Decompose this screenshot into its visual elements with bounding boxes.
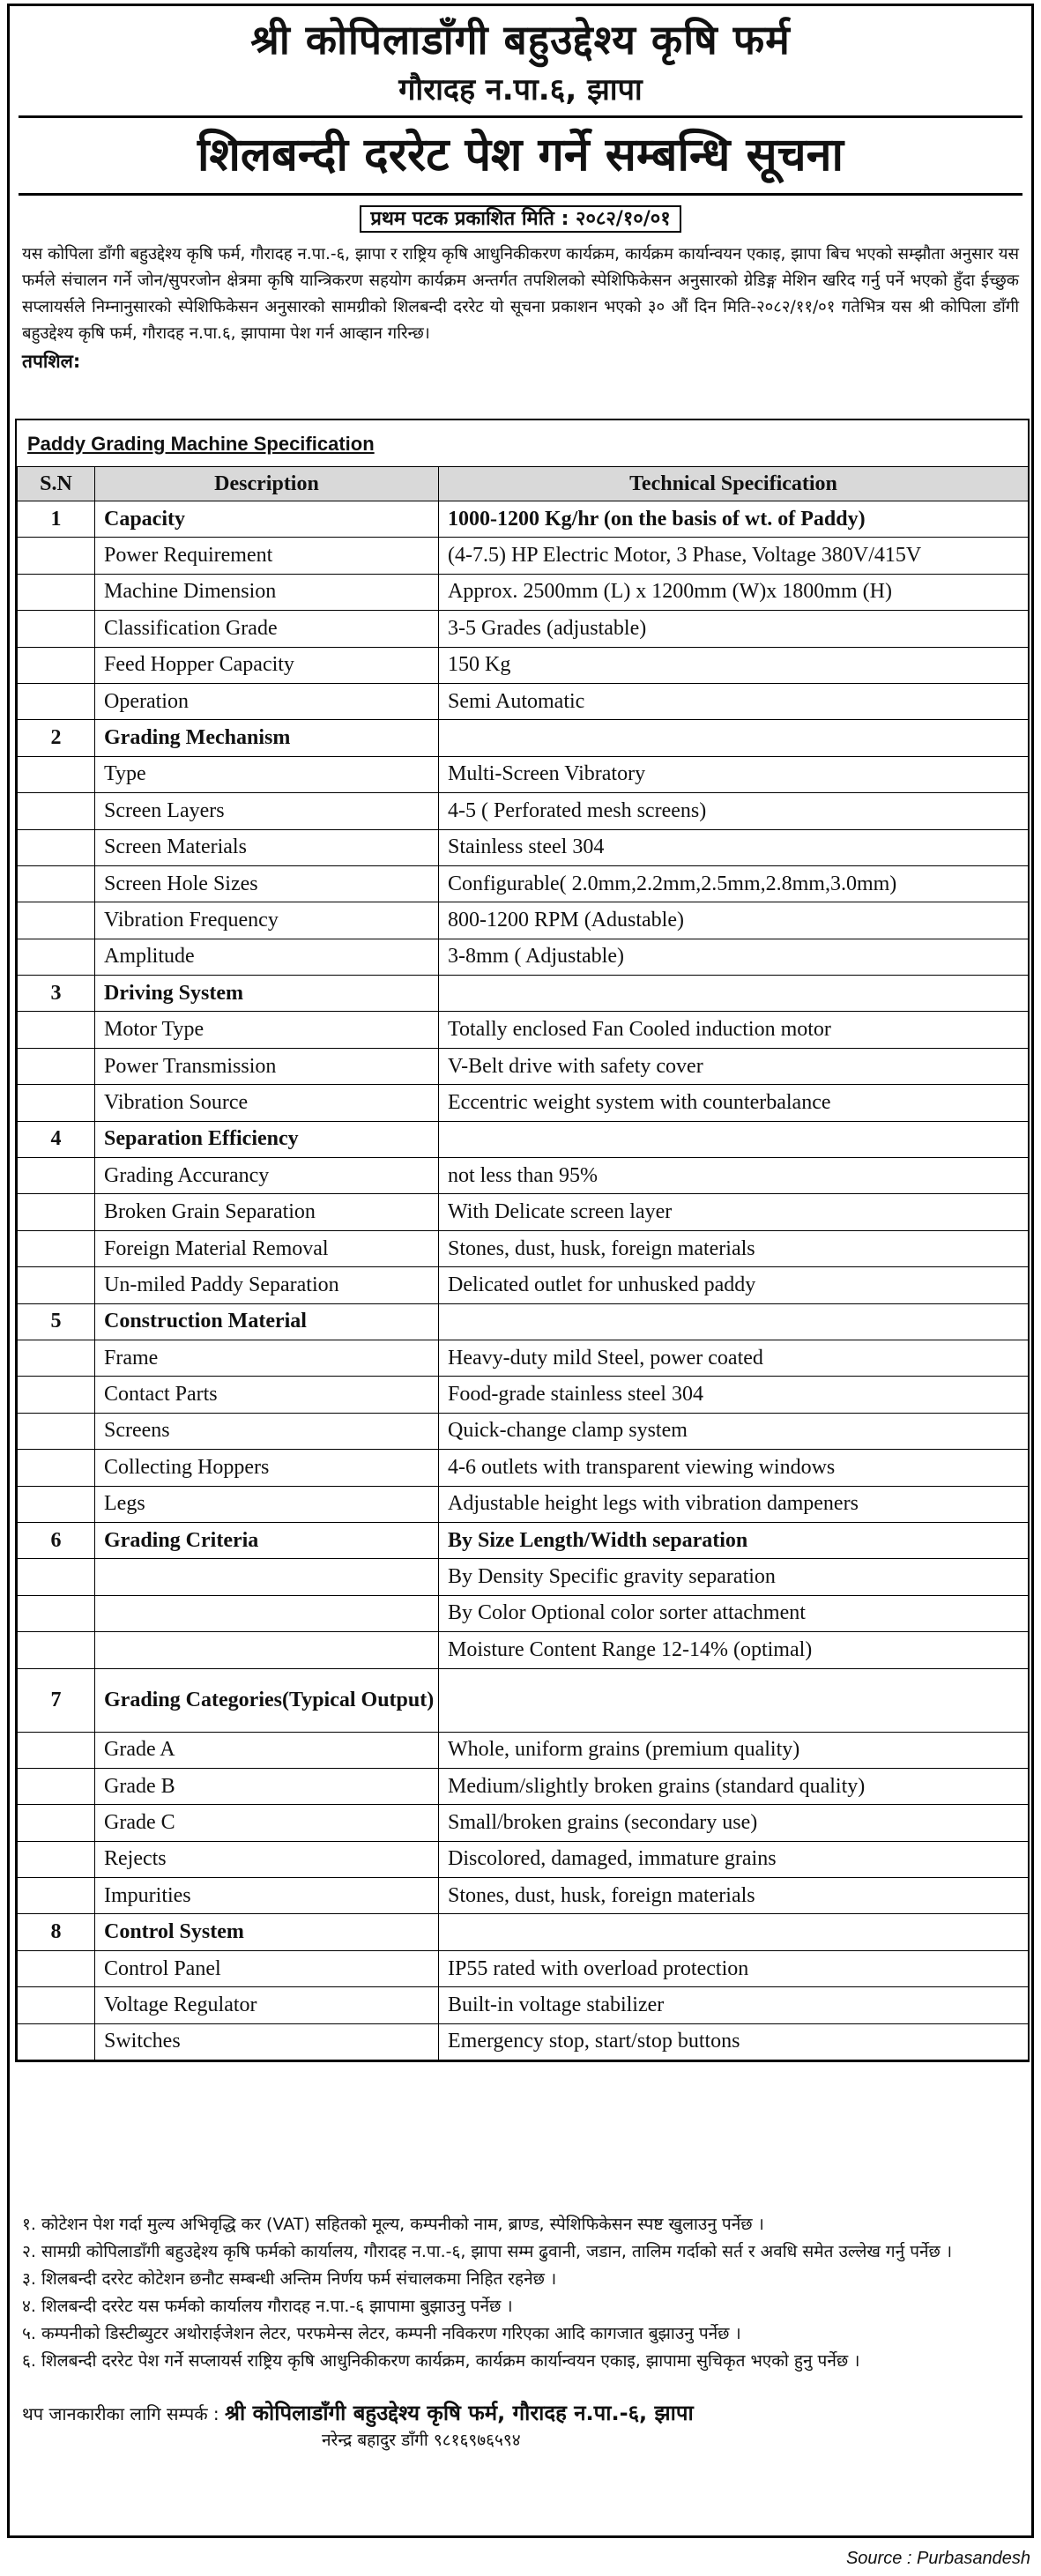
sn-cell: 3 bbox=[18, 976, 95, 1012]
table-row bbox=[18, 611, 1029, 647]
spec-cell: Stones, dust, husk, foreign materials bbox=[439, 1878, 1029, 1914]
description-cell bbox=[95, 1595, 439, 1631]
sn-cell bbox=[18, 1805, 95, 1841]
description-cell: Amplitude bbox=[95, 939, 439, 975]
table-row bbox=[18, 538, 1029, 574]
spec-cell: 800-1200 RPM (Adustable) bbox=[439, 902, 1029, 939]
sn-cell: 7 bbox=[18, 1668, 95, 1732]
description-cell: Power Requirement bbox=[95, 538, 439, 574]
spec-cell bbox=[439, 1121, 1029, 1157]
description-cell: Grading Accurancy bbox=[95, 1158, 439, 1194]
table-row bbox=[18, 1768, 1029, 1804]
table-row bbox=[18, 756, 1029, 792]
table-category-row bbox=[18, 1121, 1029, 1157]
spec-cell bbox=[439, 720, 1029, 756]
description-cell: Contact Parts bbox=[95, 1377, 439, 1413]
source-credit: Source : Purbasandesh bbox=[845, 2549, 1030, 2568]
description-cell bbox=[95, 1632, 439, 1668]
description-cell: Screen Hole Sizes bbox=[95, 865, 439, 902]
table-row bbox=[18, 1085, 1029, 1121]
description-cell: Control Panel bbox=[95, 1950, 439, 1986]
spec-cell: Eccentric weight system with counterbalance bbox=[439, 1085, 1029, 1121]
table-row bbox=[18, 1450, 1029, 1486]
table-row bbox=[18, 1377, 1029, 1413]
table-row bbox=[18, 1632, 1029, 1668]
description-cell: Switches bbox=[95, 2023, 439, 2060]
spec-cell: Whole, uniform grains (premium quality) bbox=[439, 1732, 1029, 1768]
spec-cell: Heavy-duty mild Steel, power coated bbox=[439, 1340, 1029, 1376]
spec-cell: not less than 95% bbox=[439, 1158, 1029, 1194]
spec-cell: 4-5 ( Perforated mesh screens) bbox=[439, 793, 1029, 829]
spec-cell: 150 Kg bbox=[439, 647, 1029, 683]
sn-cell bbox=[18, 1732, 95, 1768]
sn-cell bbox=[18, 2023, 95, 2060]
table-row bbox=[18, 829, 1029, 865]
intro-paragraph: यस कोपिला डाँगी बहुउद्देश्य कृषि फर्म, गौरादह न.पा.-६, झापा र राष्ट्रिय कृषि आधुनिकीकरण कार्यक्रम, कार्यक्रम कार्यान्वयन एकाइ, झापा बिच भएको सम्झौता अनुसार यस फर्मले संचालन गर्ने जोन/सुपरजोन क्षेत्रमा कृषि यान्त्रिकरण सहयोग कार्यक्रम अन्तर्गत तपशिलको स्पेशिफिकेसन अनुसारको ग्रेडिङ्ग मेशिन खरिद गर्नु पर्ने भएको हुँदा ईच्छुक सप्लायर्सले निम्नानुसारको स्पेशिफिकेसन अनुसारको सामग्रीको शिलबन्दी दररेट यो सूचना प्रकाशन भएको ३० औं दिन मिति-२०८२/११/०१ गतेभित्र यस श्री कोपिला डाँगी बहुउद्देश्य कृषि फर्म, गौरादह न.पा.६, झापामा पेश गर्न आव्हान गरिन्छ। bbox=[22, 245, 1020, 343]
note-item: २. सामग्री कोपिलाडाँगी बहुउद्देश्य कृषि फर्मको कार्यालय, गौरादह न.पा.-६, झापा सम्म ढुवानी, जडान, तालिम गर्दाको सर्त र अवधि समेत उल्लेख गर्नु पर्नेछ । bbox=[22, 2242, 953, 2261]
table-row bbox=[18, 1048, 1029, 1084]
table-category-row bbox=[18, 1914, 1029, 1950]
spec-box bbox=[15, 419, 1030, 2062]
note-item: ४. शिलबन्दी दररेट यस फर्मको कार्यालय गौरादह न.पा.-६ झापामा बुझाउनु पर्नेछ । bbox=[22, 2297, 513, 2316]
spec-cell: IP55 rated with overload protection bbox=[439, 1950, 1029, 1986]
sn-cell: 5 bbox=[18, 1303, 95, 1340]
table-row bbox=[18, 2023, 1029, 2060]
spec-title: Paddy Grading Machine Specification bbox=[27, 433, 375, 455]
table-row bbox=[18, 1841, 1029, 1877]
spec-cell: Medium/slightly broken grains (standard quality) bbox=[439, 1768, 1029, 1804]
table-category-row bbox=[18, 976, 1029, 1012]
sn-cell bbox=[18, 1048, 95, 1084]
spec-cell: Approx. 2500mm (L) x 1200mm (W)x 1800mm (H) bbox=[439, 574, 1029, 610]
spec-cell: Built-in voltage stabilizer bbox=[439, 1987, 1029, 2023]
table-row bbox=[18, 1950, 1029, 1986]
contact-block bbox=[22, 2398, 1027, 2450]
spec-cell: Quick-change clamp system bbox=[439, 1413, 1029, 1449]
sn-cell bbox=[18, 1841, 95, 1877]
sn-cell bbox=[18, 1878, 95, 1914]
description-cell bbox=[95, 1559, 439, 1595]
description-cell: Screen Materials bbox=[95, 829, 439, 865]
table-category-row bbox=[18, 501, 1029, 538]
spec-cell: 3-8mm ( Adjustable) bbox=[439, 939, 1029, 975]
description-cell: Motor Type bbox=[95, 1012, 439, 1048]
sn-cell bbox=[18, 1340, 95, 1376]
spec-cell: Stainless steel 304 bbox=[439, 829, 1029, 865]
table-row bbox=[18, 1878, 1029, 1914]
spec-cell bbox=[439, 1668, 1029, 1732]
spec-cell bbox=[439, 1914, 1029, 1950]
description-cell: Feed Hopper Capacity bbox=[95, 647, 439, 683]
sn-cell: 6 bbox=[18, 1522, 95, 1558]
spec-cell: Delicated outlet for unhusked paddy bbox=[439, 1267, 1029, 1303]
description-cell: Screens bbox=[95, 1413, 439, 1449]
description-cell: Operation bbox=[95, 683, 439, 719]
description-cell: Separation Efficiency bbox=[95, 1121, 439, 1157]
spec-cell bbox=[439, 976, 1029, 1012]
sn-cell bbox=[18, 1230, 95, 1266]
spec-cell: V-Belt drive with safety cover bbox=[439, 1048, 1029, 1084]
org-location: गौरादह न.पा.६, झापा bbox=[398, 72, 643, 108]
table-row bbox=[18, 865, 1029, 902]
sn-cell bbox=[18, 865, 95, 902]
table-row bbox=[18, 1267, 1029, 1303]
spec-cell bbox=[439, 1303, 1029, 1340]
sn-cell bbox=[18, 1950, 95, 1986]
table-category-row bbox=[18, 1303, 1029, 1340]
description-cell: Capacity bbox=[95, 501, 439, 538]
description-cell: Grade C bbox=[95, 1805, 439, 1841]
description-cell: Vibration Source bbox=[95, 1085, 439, 1121]
spec-cell: (4-7.5) HP Electric Motor, 3 Phase, Voltage 380V/415V bbox=[439, 538, 1029, 574]
table-row bbox=[18, 1012, 1029, 1048]
sn-cell bbox=[18, 1377, 95, 1413]
sn-cell bbox=[18, 647, 95, 683]
table-row bbox=[18, 1413, 1029, 1449]
table-row bbox=[18, 1732, 1029, 1768]
table-row bbox=[18, 939, 1029, 975]
sn-cell: 2 bbox=[18, 720, 95, 756]
sn-cell: 8 bbox=[18, 1914, 95, 1950]
spec-cell: Discolored, damaged, immature grains bbox=[439, 1841, 1029, 1877]
header-technical-spec: Technical Specification bbox=[439, 467, 1029, 501]
header-description: Description bbox=[95, 467, 439, 501]
sn-cell bbox=[18, 1595, 95, 1631]
table-row bbox=[18, 1230, 1029, 1266]
description-cell: Control System bbox=[95, 1914, 439, 1950]
table-row bbox=[18, 1486, 1029, 1522]
spec-table-header bbox=[18, 467, 1029, 501]
description-cell: Vibration Frequency bbox=[95, 902, 439, 939]
spec-cell: Semi Automatic bbox=[439, 683, 1029, 719]
spec-cell: By Color Optional color sorter attachment bbox=[439, 1595, 1029, 1631]
sn-cell bbox=[18, 939, 95, 975]
description-cell: Grading Categories(Typical Output) bbox=[95, 1668, 439, 1732]
table-row bbox=[18, 683, 1029, 719]
publish-date bbox=[10, 204, 1031, 231]
table-row bbox=[18, 1987, 1029, 2023]
description-cell: Grading Mechanism bbox=[95, 720, 439, 756]
spec-cell: Totally enclosed Fan Cooled induction motor bbox=[439, 1012, 1029, 1048]
notice-frame bbox=[7, 4, 1034, 2538]
spec-cell: 1000-1200 Kg/hr (on the basis of wt. of Paddy) bbox=[439, 501, 1029, 538]
notes-list bbox=[22, 2211, 1027, 2375]
sn-cell bbox=[18, 683, 95, 719]
description-cell: Collecting Hoppers bbox=[95, 1450, 439, 1486]
description-cell: Grading Criteria bbox=[95, 1522, 439, 1558]
description-cell: Grade B bbox=[95, 1768, 439, 1804]
note-item: ६. शिलबन्दी दररेट पेश गर्ने सप्लायर्स राष्ट्रिय कृषि आधुनिकीकरण कार्यक्रम, कार्यक्रम कार्यान्वयन एकाइ, झापामा सुचिकृत भएको हुनु पर्नेछ । bbox=[22, 2351, 860, 2371]
org-name: श्री कोपिलाडाँगी बहुउद्देश्य कृषि फर्म bbox=[250, 16, 791, 63]
description-cell: Foreign Material Removal bbox=[95, 1230, 439, 1266]
table-row bbox=[18, 1194, 1029, 1230]
sn-cell bbox=[18, 1987, 95, 2023]
sn-cell bbox=[18, 1450, 95, 1486]
contact-label: थप जानकारीका लागि सम्पर्क : bbox=[22, 2403, 219, 2424]
description-cell: Broken Grain Separation bbox=[95, 1194, 439, 1230]
sn-cell bbox=[18, 1194, 95, 1230]
sn-cell bbox=[18, 1632, 95, 1668]
tapshil-label: तपशिल: bbox=[22, 351, 81, 372]
table-row bbox=[18, 1158, 1029, 1194]
table-category-row bbox=[18, 1522, 1029, 1558]
description-cell: Grade A bbox=[95, 1732, 439, 1768]
sn-cell bbox=[18, 756, 95, 792]
note-item: ५. कम्पनीको डिस्टीब्युटर अथोराईजेशन लेटर, परफमेन्स लेटर, कम्पनी नविकरण गरिएका आदि कागजात बुझाउनु पर्नेछ । bbox=[22, 2324, 741, 2343]
description-cell: Impurities bbox=[95, 1878, 439, 1914]
contact-person: नरेन्द्र बहादुर डाँगी ९८१६९७६५९४ bbox=[322, 2431, 521, 2450]
sn-cell: 4 bbox=[18, 1121, 95, 1157]
spec-cell: Moisture Content Range 12-14% (optimal) bbox=[439, 1632, 1029, 1668]
table-row bbox=[18, 1340, 1029, 1376]
table-row bbox=[18, 647, 1029, 683]
publish-date-text: प्रथम पटक प्रकाशित मिति : २०८२/१०/०१ bbox=[360, 205, 680, 233]
sn-cell bbox=[18, 1486, 95, 1522]
sn-cell bbox=[18, 611, 95, 647]
description-cell: Power Transmission bbox=[95, 1048, 439, 1084]
spec-cell: Food-grade stainless steel 304 bbox=[439, 1377, 1029, 1413]
sn-cell bbox=[18, 1413, 95, 1449]
sn-cell bbox=[18, 829, 95, 865]
description-cell: Rejects bbox=[95, 1841, 439, 1877]
description-cell: Frame bbox=[95, 1340, 439, 1376]
spec-cell: By Density Specific gravity separation bbox=[439, 1559, 1029, 1595]
spec-table-body bbox=[18, 501, 1029, 2060]
note-item: १. कोटेशन पेश गर्दा मुल्य अभिवृद्धि कर (VAT) सहितको मूल्य, कम्पनीको नाम, ब्राण्ड, स्पेशिफिकेसन स्पष्ट खुलाउनु पर्नेछ । bbox=[22, 2215, 764, 2234]
table-row bbox=[18, 1805, 1029, 1841]
note-item: ३. शिलबन्दी दररेट कोटेशन छनौट सम्बन्धी अन्तिम निर्णय फर्म संचालकमा निहित रहनेछ । bbox=[22, 2269, 557, 2289]
spec-cell: Configurable( 2.0mm,2.2mm,2.5mm,2.8mm,3.0mm) bbox=[439, 865, 1029, 902]
sn-cell bbox=[18, 1158, 95, 1194]
sn-cell bbox=[18, 538, 95, 574]
table-row bbox=[18, 793, 1029, 829]
spec-cell: With Delicate screen layer bbox=[439, 1194, 1029, 1230]
spec-cell: Emergency stop, start/stop buttons bbox=[439, 2023, 1029, 2060]
table-category-row bbox=[18, 720, 1029, 756]
description-cell: Screen Layers bbox=[95, 793, 439, 829]
description-cell: Legs bbox=[95, 1486, 439, 1522]
description-cell: Classification Grade bbox=[95, 611, 439, 647]
sn-cell bbox=[18, 1267, 95, 1303]
sn-cell bbox=[18, 793, 95, 829]
sn-cell: 1 bbox=[18, 501, 95, 538]
spec-cell: Stones, dust, husk, foreign materials bbox=[439, 1230, 1029, 1266]
spec-cell: By Size Length/Width separation bbox=[439, 1522, 1029, 1558]
description-cell: Machine Dimension bbox=[95, 574, 439, 610]
table-category-row bbox=[18, 1668, 1029, 1732]
table-row bbox=[18, 1559, 1029, 1595]
description-cell: Un-miled Paddy Separation bbox=[95, 1267, 439, 1303]
sn-cell bbox=[18, 574, 95, 610]
spec-cell: 4-6 outlets with transparent viewing windows bbox=[439, 1450, 1029, 1486]
spec-cell: Adjustable height legs with vibration dampeners bbox=[439, 1486, 1029, 1522]
table-row bbox=[18, 574, 1029, 610]
spec-table bbox=[17, 466, 1029, 2060]
header-sn: S.N bbox=[18, 467, 95, 501]
sn-cell bbox=[18, 902, 95, 939]
contact-org: श्री कोपिलाडाँगी बहुउद्देश्य कृषि फर्म, गौरादह न.पा.-६, झापा bbox=[225, 2401, 694, 2425]
description-cell: Driving System bbox=[95, 976, 439, 1012]
description-cell: Construction Material bbox=[95, 1303, 439, 1340]
sn-cell bbox=[18, 1085, 95, 1121]
spec-cell: Multi-Screen Vibratory bbox=[439, 756, 1029, 792]
description-cell: Voltage Regulator bbox=[95, 1987, 439, 2023]
notice-title: शिलबन्दी दररेट पेश गर्ने सम्बन्धि सूचना bbox=[19, 115, 1022, 196]
spec-cell: 3-5 Grades (adjustable) bbox=[439, 611, 1029, 647]
sn-cell bbox=[18, 1559, 95, 1595]
table-row bbox=[18, 1595, 1029, 1631]
sn-cell bbox=[18, 1012, 95, 1048]
table-row bbox=[18, 902, 1029, 939]
description-cell: Type bbox=[95, 756, 439, 792]
sn-cell bbox=[18, 1768, 95, 1804]
spec-cell: Small/broken grains (secondary use) bbox=[439, 1805, 1029, 1841]
